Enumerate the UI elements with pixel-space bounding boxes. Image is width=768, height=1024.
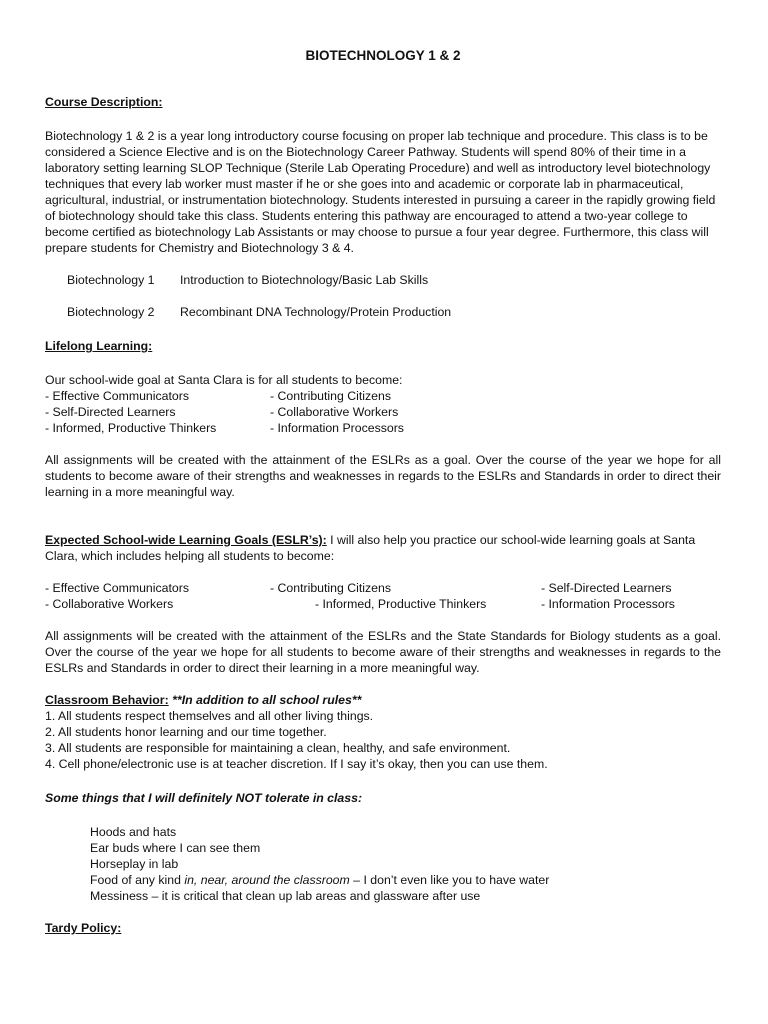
course-description-heading: Course Description:: [45, 95, 163, 109]
goal-item: - Information Processors: [541, 597, 675, 611]
not-tolerate-item: Hoods and hats: [90, 825, 177, 839]
goal-item: - Self-Directed Learners: [45, 405, 176, 419]
course-name: Introduction to Biotechnology/Basic Lab Skills: [180, 273, 429, 287]
not-tolerate-item: [90, 872, 721, 888]
not-tolerate-heading: Some things that I will definitely NOT tolerate in class:: [45, 791, 363, 805]
behavior-heading-line: [45, 692, 721, 708]
lifelong-heading-line: [45, 338, 721, 354]
eslr-heading: Expected School-wide Learning Goals (ESLR’s): [45, 533, 323, 547]
document-page: [45, 48, 721, 936]
lifelong-intro: Our school-wide goal at Santa Clara is for all students to become:: [45, 373, 403, 387]
course-code: Biotechnology 1: [67, 273, 155, 287]
not-tolerate-item: Messiness – it is critical that clean up lab areas and glassware after use: [90, 889, 481, 903]
eslr-intro: I will also help you practice our school-wide learning goals at Santa Clara, which includes helping all students to become:: [45, 533, 696, 563]
food-text-end: – I don’t even like you to have water: [349, 873, 550, 887]
goal-item: - Collaborative Workers: [270, 405, 399, 419]
goal-item: - Effective Communicators: [45, 389, 189, 403]
goal-item: - Informed, Productive Thinkers: [315, 597, 487, 611]
behavior-rules-list: [45, 708, 721, 772]
food-italic-text: in, near, around the classroom: [184, 873, 350, 887]
course-row: [67, 272, 721, 288]
course-description-body: Biotechnology 1 & 2 is a year long introductory course focusing on proper lab technique and procedure. This class is to be considered a Science Elective and is on the Biotechnology Career Pathway. Students will spend 80% of their time in a laboratory setting learning SLOP Technique (Sterile Lab Operating Procedure) and well as introductory level biotechnology techniques that every lab worker must master if he or she goes into and academic or corporate lab in pharmaceutical, agricultural, industrial, or instrumentation biotechnology. Students interested in pursuing a career in the rapidly growing field of biotechnology should take this class. Students entering this pathway are encouraged to attend a two-year college to become certified as biotechnology Lab Assistants or may choose to pursue a four year degree. Furthermore, this class will prepare students for Chemistry and Biotechnology 3 & 4.: [45, 129, 716, 255]
lifelong-goals-list: [45, 388, 721, 436]
rule-item: 4. Cell phone/electronic use is at teacher discretion. If I say it’s okay, then you can use them.: [45, 757, 548, 771]
document-title: BIOTECHNOLOGY 1 & 2: [305, 48, 461, 63]
goal-item: - Self-Directed Learners: [541, 581, 672, 595]
behavior-note: **In addition to all school rules**: [172, 693, 362, 707]
goal-item: - Contributing Citizens: [270, 389, 391, 403]
goal-item: - Information Processors: [270, 421, 404, 435]
eslr-body: All assignments will be created with the attainment of the ESLRs and the State Standards for Biology students as a goal. Over the course of the year we hope for all students to become aware of their strengths and weaknesses in regards to the ESLRs and Standards in order to direct their learning in a more meaningful way.: [45, 629, 721, 675]
lifelong-heading: Lifelong Learning: [45, 339, 149, 353]
rule-item: 3. All students are responsible for maintaining a clean, healthy, and safe environment.: [45, 741, 511, 755]
course-row: [67, 304, 721, 320]
not-tolerate-item: Horseplay in lab: [90, 857, 179, 871]
course-name: Recombinant DNA Technology/Protein Production: [180, 305, 452, 319]
goal-item: - Informed, Productive Thinkers: [45, 421, 217, 435]
goal-item: - Collaborative Workers: [45, 597, 174, 611]
eslr-paragraph: [45, 532, 721, 564]
behavior-heading: Classroom Behavior:: [45, 693, 169, 707]
eslr-heading-suffix: :: [322, 533, 327, 547]
goal-item: - Effective Communicators: [45, 581, 189, 595]
rule-item: 2. All students honor learning and our time together.: [45, 725, 327, 739]
lifelong-body: All assignments will be created with the attainment of the ESLRs as a goal. Over the course of the year we hope for all students to become aware of their strengths and weaknesses in regards to the ESLRs and Standards in order to direct their learning in a more meaningful way.: [45, 453, 721, 499]
course-code: Biotechnology 2: [67, 305, 155, 319]
not-tolerate-item: Ear buds where I can see them: [90, 841, 261, 855]
eslr-goals-list: [45, 580, 721, 612]
goal-item: - Contributing Citizens: [270, 581, 391, 595]
lifelong-heading-suffix: :: [148, 339, 153, 353]
food-text: Food of any kind: [90, 873, 185, 887]
rule-item: 1. All students respect themselves and all other living things.: [45, 709, 374, 723]
not-tolerate-list: [90, 824, 721, 904]
tardy-heading: Tardy Policy:: [45, 921, 122, 935]
